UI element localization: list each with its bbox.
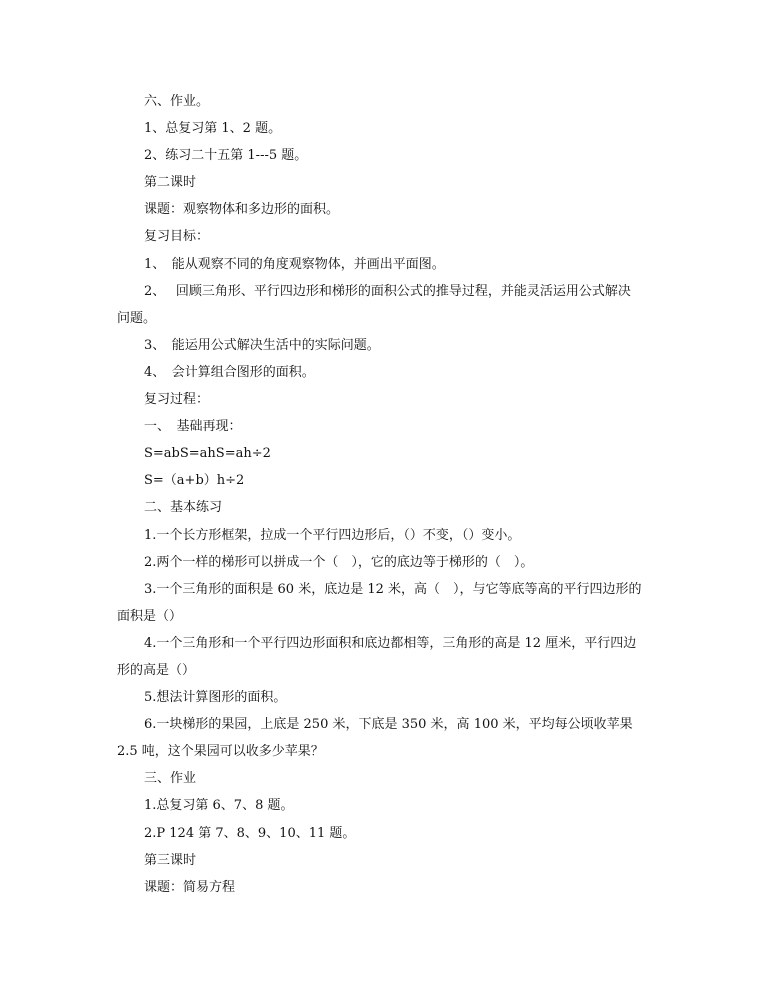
section-heading-practice: 二、基本练习 bbox=[144, 500, 223, 516]
objective-item: 4、 会计算组合图形的面积。 bbox=[144, 364, 315, 380]
objective-item: 2、 回顾三角形、平行四边形和梯形的面积公式的推导过程，并能灵活运用公式解决 bbox=[144, 283, 631, 299]
section-heading-basics: 一、 基础再现： bbox=[144, 419, 242, 435]
homework-item: 1、总复习第 1、2 题。 bbox=[144, 121, 282, 137]
exercise-item: 6.一块梯形的果园，上底是 250 米，下底是 350 米，高 100 米，平均每公顷收苹果 bbox=[144, 717, 633, 733]
lesson-heading: 第三课时 bbox=[144, 852, 197, 868]
formula-line: S=abS=ahS=ah÷2 bbox=[144, 446, 271, 462]
objective-item: 3、 能运用公式解决生活中的实际问题。 bbox=[144, 337, 380, 353]
exercise-item: 3.一个三角形的面积是 60 米，底边是 12 米，高（ ），与它等底等高的平行四边形的 bbox=[144, 581, 642, 597]
exercise-item-continuation: 2.5 吨，这个果园可以收多少苹果？ bbox=[117, 744, 324, 760]
section-heading-homework: 六、作业。 bbox=[144, 94, 210, 109]
homework-item: 1.总复习第 6、7、8 题。 bbox=[144, 798, 294, 814]
exercise-item-continuation: 面积是（） bbox=[117, 608, 183, 624]
formula-line: S=（a+b）h÷2 bbox=[144, 473, 245, 489]
homework-item: 2.P 124 第 7、8、9、10、11 题。 bbox=[144, 825, 356, 841]
document-body bbox=[117, 88, 657, 901]
exercise-item: 4.一个三角形和一个平行四边形面积和底边都相等，三角形的高是 12 厘米，平行四边 bbox=[144, 635, 637, 651]
lesson-topic: 课题：简易方程 bbox=[144, 879, 236, 895]
exercise-item: 5.想法计算图形的面积。 bbox=[144, 690, 287, 706]
exercise-item: 2.两个一样的梯形可以拼成一个（ ），它的底边等于梯形的（ ）。 bbox=[144, 554, 534, 570]
exercise-item: 1.一个长方形框架，拉成一个平行四边形后，（）不变，（）变小。 bbox=[144, 527, 521, 543]
exercise-item-continuation: 形的高是（） bbox=[117, 662, 196, 678]
objective-item: 1、 能从观察不同的角度观察物体，并画出平面图。 bbox=[144, 256, 445, 272]
objective-item-continuation: 问题。 bbox=[117, 310, 157, 326]
process-heading: 复习过程： bbox=[144, 392, 210, 408]
homework-item: 2、练习二十五第 1---5 题。 bbox=[144, 148, 308, 164]
objectives-heading: 复习目标： bbox=[144, 229, 210, 245]
lesson-heading: 第二课时 bbox=[144, 175, 197, 191]
section-heading-homework: 三、作业 bbox=[144, 771, 197, 787]
lesson-topic: 课题：观察物体和多边形的面积。 bbox=[144, 202, 340, 218]
